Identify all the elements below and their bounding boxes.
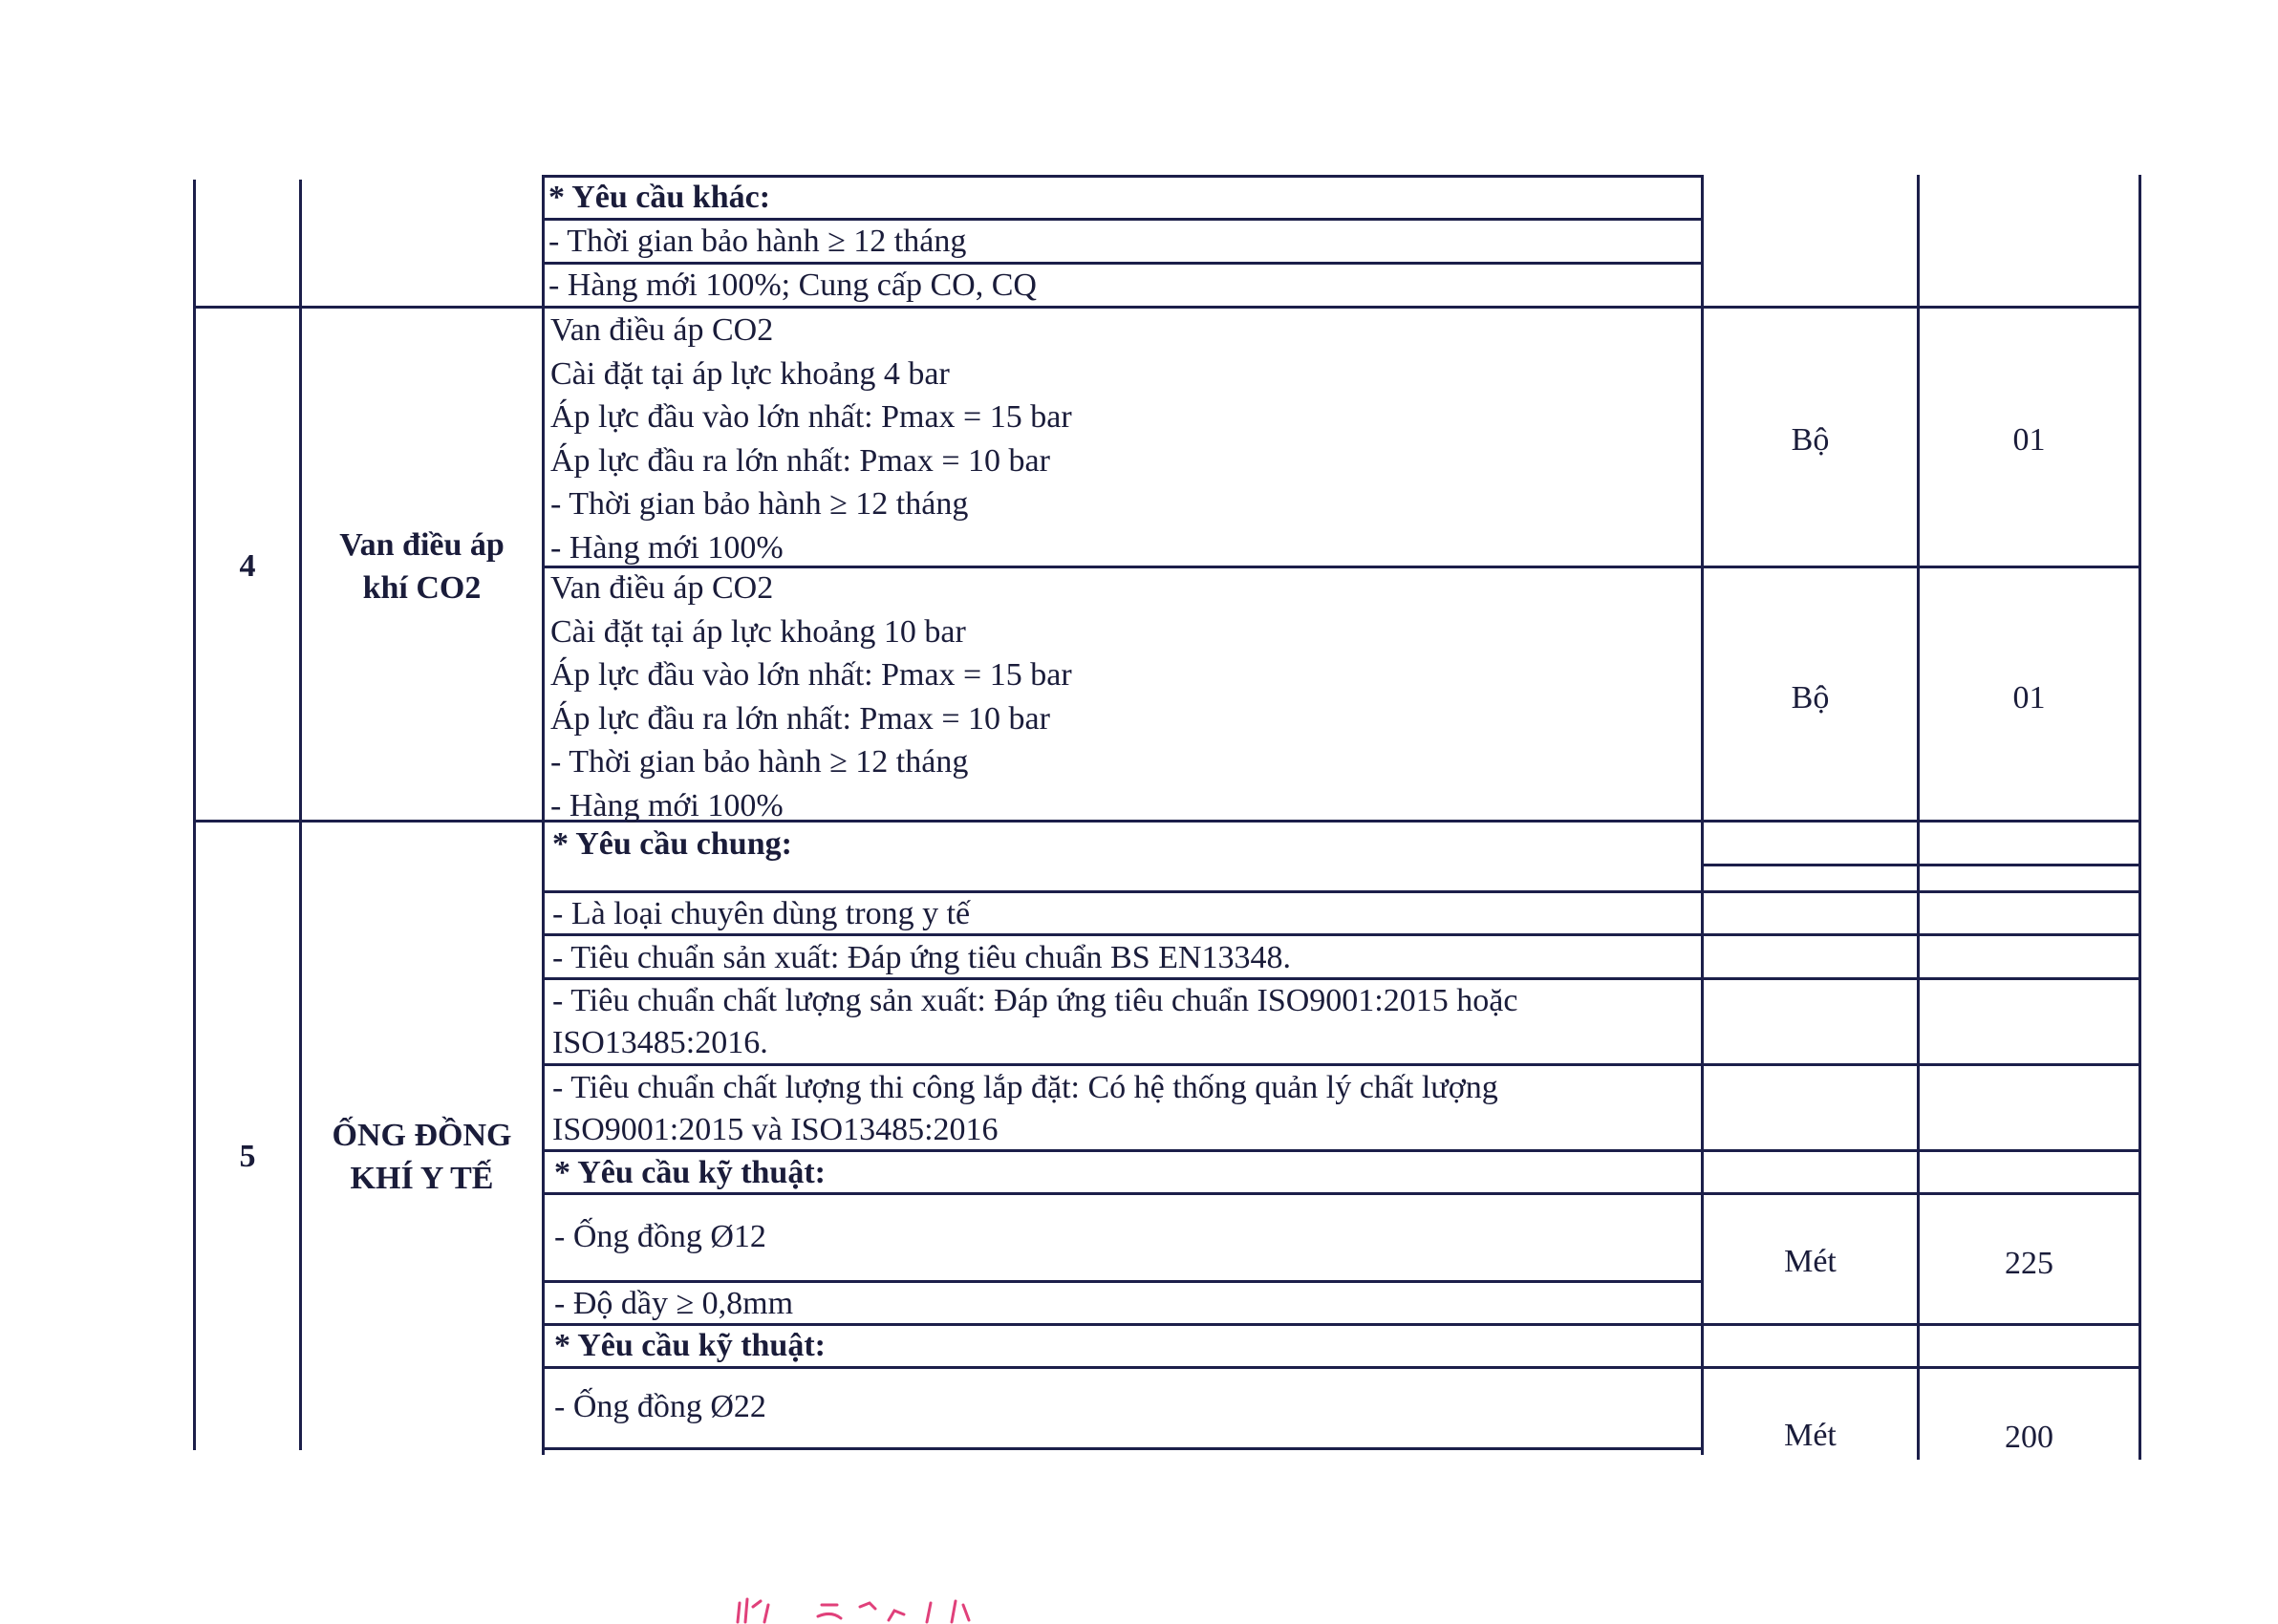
spec-line: Áp lực đầu vào lớn nhất: Pmax = 15 bar: [550, 657, 1072, 693]
row4-name-line2: khí CO2: [362, 570, 482, 606]
spec-line: Áp lực đầu ra lớn nhất: Pmax = 10 bar: [550, 442, 1050, 479]
warranty-text: - Thời gian bảo hành ≥ 12 tháng: [548, 224, 967, 259]
row-line: [542, 1447, 1704, 1450]
row5-item2-qty: 200: [2005, 1420, 2053, 1455]
tech-req-line: - Độ dầy ≥ 0,8mm: [554, 1286, 794, 1321]
row4-item1-qty: 01: [2012, 422, 2046, 458]
spec-line: Áp lực đầu vào lớn nhất: Pmax = 15 bar: [550, 399, 1072, 435]
general-requirements-header: * Yêu cầu chung:: [552, 826, 792, 862]
row4-item2-qty: 01: [2012, 680, 2046, 716]
row5-item1-qty: 225: [2005, 1246, 2053, 1281]
col-line-right: [2138, 175, 2141, 1460]
spec-line: - Thời gian bảo hành ≥ 12 tháng: [550, 744, 969, 780]
technical-requirements-header: * Yêu cầu kỹ thuật:: [554, 1328, 826, 1363]
technical-requirements-header: * Yêu cầu kỹ thuật:: [554, 1155, 826, 1190]
row5-name-line1: ỐNG ĐỒNG: [332, 1118, 512, 1153]
spec-line: - Thời gian bảo hành ≥ 12 tháng: [550, 486, 969, 522]
spec-line: Cài đặt tại áp lực khoảng 4 bar: [550, 355, 950, 392]
spec-line: - Hàng mới 100%: [550, 529, 784, 566]
general-req-line: - Là loại chuyên dùng trong y tế: [552, 896, 971, 931]
spec-line: Van điều áp CO2: [550, 312, 774, 348]
general-req-line: - Tiêu chuẩn chất lượng sản xuất: Đáp ứng tiêu chuẩn ISO9001:2015 hoặc: [552, 983, 1518, 1018]
row5-name-line2: KHÍ Y TẾ: [350, 1161, 494, 1196]
spec-line: Cài đặt tại áp lực khoảng 10 bar: [550, 613, 966, 650]
row5-item1-unit: Mét: [1784, 1244, 1837, 1279]
row-separator-4: [193, 306, 2141, 309]
stamp-fragment: [726, 1593, 1013, 1624]
row4-item1-description: [550, 309, 1072, 569]
general-req-line: - Tiêu chuẩn chất lượng thi công lắp đặt: Có hệ thống quản lý chất lượng: [552, 1070, 1498, 1105]
general-req-line: ISO9001:2015 và ISO13485:2016: [552, 1112, 999, 1147]
row-separator-5: [193, 820, 2141, 823]
general-req-line: - Tiêu chuẩn sản xuất: Đáp ứng tiêu chuẩn BS EN13348.: [552, 940, 1291, 975]
row4-item2-unit: Bộ: [1791, 680, 1830, 716]
row5-item2-unit: Mét: [1784, 1418, 1837, 1453]
row4-name-line1: Van điều áp: [339, 527, 505, 563]
col-line-stt: [299, 180, 302, 1450]
spec-line: Áp lực đầu ra lớn nhất: Pmax = 10 bar: [550, 700, 1050, 737]
row4-stt: 4: [239, 548, 256, 584]
spec-line: - Hàng mới 100%: [550, 787, 784, 823]
general-req-line: ISO13485:2016.: [552, 1025, 768, 1060]
col-line-desc-left: [542, 175, 545, 1455]
spec-line: Van điều áp CO2: [550, 570, 774, 606]
row4-item1-unit: Bộ: [1791, 422, 1830, 458]
tech-req-line: - Ống đồng Ø12: [554, 1219, 766, 1254]
row4-item2-description: [550, 566, 1072, 827]
tech-req-line: - Ống đồng Ø22: [554, 1389, 766, 1424]
col-line-left: [193, 180, 196, 1450]
row5-stt: 5: [239, 1139, 256, 1174]
other-requirements-header: * Yêu cầu khác:: [548, 180, 771, 215]
new-goods-text: - Hàng mới 100%; Cung cấp CO, CQ: [548, 267, 1037, 303]
row-line: [1701, 864, 2141, 866]
